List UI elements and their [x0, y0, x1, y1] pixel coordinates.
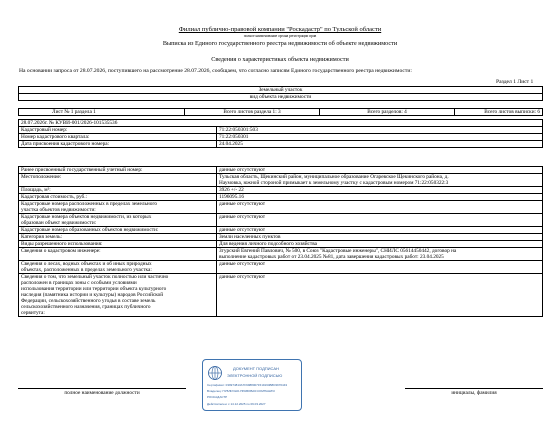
row-value	[217, 174, 543, 187]
label-line: Кадастровые номера объектов недвижимости, из которых	[21, 214, 152, 220]
label-line: Сведения о том, что земельный участок полностью или частично	[21, 274, 169, 280]
table-row	[19, 214, 543, 227]
row-label	[19, 214, 217, 227]
row-value: 24.04.2025	[217, 141, 543, 148]
object-kind: Земельный участок	[19, 87, 543, 94]
stamp-owner-2: РОСКАДАСТР	[207, 395, 228, 399]
total-sheets-extract: Всего листов выписки: 6	[455, 109, 543, 116]
row-value: данные отсутствуют	[217, 261, 543, 274]
table-row	[19, 194, 543, 201]
table-row	[19, 174, 543, 187]
request-text: На основании запроса от 28.07.2026, поступившего на рассмотрение 28.07.2026, сообщаем, что согласно записям Единого государственного реестра недвижимости:	[19, 68, 412, 74]
row-value: Для ведения личного подсобного хозяйства	[217, 241, 543, 248]
row-label: Площадь, м²:	[19, 187, 217, 194]
emblem-icon	[207, 364, 223, 382]
table-row	[19, 127, 543, 134]
stamp-line-1: ДОКУМЕНТ ПОДПИСАН	[233, 366, 279, 371]
row-value: 71:22:050301:503	[217, 127, 543, 134]
object-kind-table	[18, 86, 543, 101]
sheet-number: Лист № 1 раздела 1	[19, 109, 185, 116]
location-line: Тульская область, Щекинский район, муниципальное образование Огаревское Щекинского района, д.	[219, 174, 449, 180]
stamp-valid: Действителен: с 14.12.2025 по 09.03.2027	[207, 402, 266, 406]
identification-table	[18, 119, 543, 148]
row-value: данные отсутствуют	[217, 214, 543, 227]
table-row	[19, 234, 543, 241]
row-label: Категория земель:	[19, 234, 217, 241]
table-row	[19, 134, 543, 141]
table-row	[19, 241, 543, 248]
label-line: Кадастровые номера расположенных в пределах земельного	[21, 201, 158, 207]
label-line: образован объект недвижимости:	[21, 220, 97, 226]
section-label: Раздел 1 Лист 1	[496, 79, 534, 85]
label-line: расположен в границах зоны с особыми условиями	[21, 280, 137, 286]
organization-caption: полное наименование органа регистрации прав	[243, 34, 317, 38]
details-table	[18, 166, 543, 317]
label-line: сельскохозяйственного назначения, границах публичного	[21, 304, 151, 310]
row-value: данные отсутствуют	[217, 167, 543, 174]
row-value: 3926 +/- 22	[217, 187, 543, 194]
row-label: Местоположение:	[19, 174, 217, 187]
total-sections: Всего разделов: 4	[320, 109, 455, 116]
label-line: сервитута:	[21, 310, 45, 316]
row-label	[19, 261, 217, 274]
row-label: Номер кадастрового квартала:	[19, 134, 217, 141]
row-label: Ранее присвоенный государственный учетный номер:	[19, 167, 217, 174]
table-row	[19, 227, 543, 234]
table-row	[19, 187, 543, 194]
row-value	[217, 248, 543, 261]
table-row	[19, 248, 543, 261]
row-value: данные отсутствуют	[217, 274, 543, 317]
sheet-info-table	[18, 108, 543, 116]
table-row	[19, 141, 543, 148]
organization-name: Филиал публично-правовой компании "Роскадастр" по Тульской области	[178, 26, 382, 33]
label-line: наследия (памятника истории и культуры) народов Российской	[21, 292, 164, 298]
row-label: Кадастровые номера образованных объектов недвижимости:	[19, 227, 217, 234]
extract-title: Выписка из Единого государственного реестра недвижимости об объекте недвижимости	[162, 40, 398, 47]
label-line: Федерации, сельскохозяйственного угодья в составе земель	[21, 298, 156, 304]
value-line: Згурский Евгений Павлович, № 500, в Союз "Кадастровые инженеры", СНИЛС 05614450442, договор на	[219, 248, 457, 254]
row-label: Кадастровая стоимость, руб.:	[19, 194, 217, 201]
location-line: Наумовка, южной стороной примыкает к земельному участку с кадастровым номером 71:22:050322:3	[219, 180, 449, 186]
electronic-signature-stamp	[202, 359, 302, 411]
label-line: участка объектов недвижимости:	[21, 207, 96, 213]
name-caption: инициалы, фамилия	[451, 390, 497, 396]
row-label: Виды разрешенного использования:	[19, 241, 217, 248]
table-row	[19, 201, 543, 214]
object-kind-caption: вид объекта недвижимости	[19, 94, 543, 101]
stamp-line-2: ЭЛЕКТРОННОЙ ПОДПИСЬЮ	[227, 373, 283, 378]
table-row	[19, 274, 543, 317]
table-row	[19, 261, 543, 274]
position-caption: полное наименование должности	[64, 390, 140, 396]
row-value: данные отсутствуют	[217, 227, 543, 234]
row-label	[19, 274, 217, 317]
stamp-cert: Сертификат: 039974813A7F99880071519164B8D3970443	[207, 383, 288, 387]
row-label: Кадастровый номер:	[19, 127, 217, 134]
label-line: объектах, расположенных в пределах земельного участка:	[21, 267, 152, 273]
row-label: Дата присвоения кадастрового номера:	[19, 141, 217, 148]
stamp-owner: Владелец: ПУБЛИЧНО-ПРАВОВАЯ КОМПАНИЯ	[207, 389, 275, 393]
label-line: Сведения о лесах, водных объектах и об иных природных	[21, 261, 152, 267]
extract-number: 28.07.2026г. № КУВИ-001/2026-101535536	[19, 120, 543, 127]
row-value: данные отсутствуют	[217, 201, 543, 214]
table-row	[19, 167, 543, 174]
section-title: Сведения о характеристиках объекта недвижимости	[211, 56, 349, 63]
row-label	[19, 201, 217, 214]
row-value: 71:22:050301	[217, 134, 543, 141]
value-line: выполнение кадастровых работ от 23.04.2025 №81, дата завершения кадастровых работ: 23.04.2025	[219, 254, 444, 260]
position-line	[18, 388, 186, 389]
row-value: Земли населенных пунктов	[217, 234, 543, 241]
total-sheets-section: Всего листов раздела 1: 3	[185, 109, 320, 116]
row-label: Сведения о кадастровом инженере:	[19, 248, 217, 261]
label-line: использования территории или территории объекта культурного	[21, 286, 167, 292]
row-value: 1196095.16	[217, 194, 543, 201]
name-line	[405, 388, 543, 389]
